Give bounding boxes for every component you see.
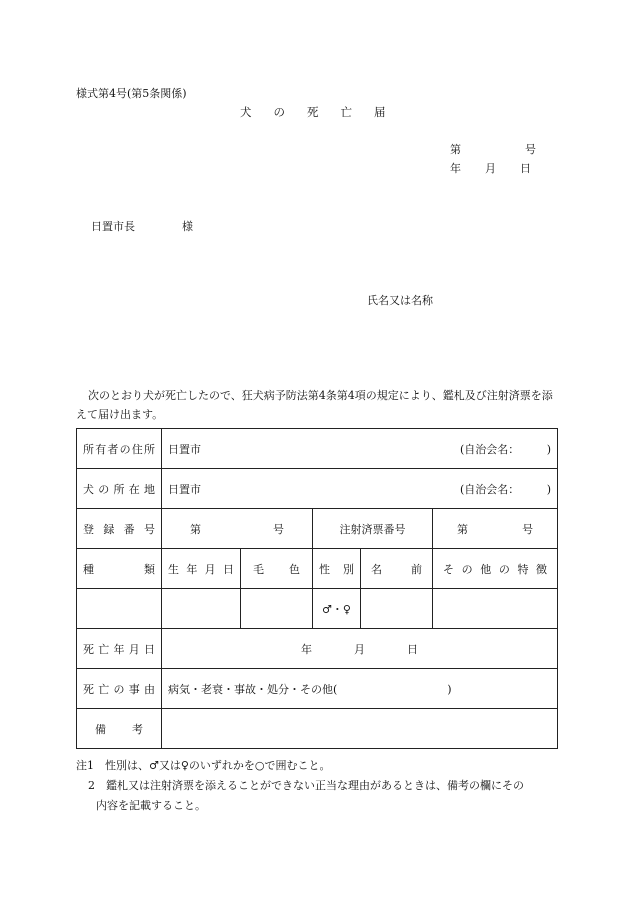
registration-number-field[interactable] xyxy=(162,509,313,549)
registration-gou: 号 xyxy=(273,522,284,536)
date-year: 年 xyxy=(450,162,461,175)
number-gou: 号 xyxy=(525,143,536,156)
addressee-honorific: 様 xyxy=(182,220,193,233)
addressee xyxy=(91,218,193,234)
table-row xyxy=(77,589,558,629)
table-row xyxy=(77,709,558,749)
registration-label: 登録番号 xyxy=(77,509,162,549)
date-day: 日 xyxy=(520,162,531,175)
name-label: 名前 xyxy=(361,549,433,589)
note-2: 2 鑑札又は注射済票を添えることができない正当な理由があるときは、備考の欄にその xyxy=(88,779,524,792)
table-row xyxy=(77,429,558,469)
document-number xyxy=(450,141,536,157)
dog-location-field[interactable] xyxy=(162,469,558,509)
death-reason-label: 死亡の事由 xyxy=(77,669,162,709)
owner-address-field[interactable] xyxy=(162,429,558,469)
number-dai: 第 xyxy=(450,143,461,156)
form-label: 様式第4号(第5条関係) xyxy=(76,87,187,100)
remarks-field[interactable] xyxy=(162,709,558,749)
note-2-continued: 内容を記載すること。 xyxy=(96,799,206,812)
birth-label: 生年月日 xyxy=(162,549,241,589)
remarks-label: 備考 xyxy=(77,709,162,749)
sex-label: 性別 xyxy=(313,549,361,589)
death-date-field[interactable] xyxy=(162,629,558,669)
table-row xyxy=(77,629,558,669)
injection-gou: 号 xyxy=(522,522,534,536)
submission-date xyxy=(450,160,531,176)
page-title: 犬の死亡届 xyxy=(240,105,408,119)
addressee-name: 日置市長 xyxy=(91,220,135,233)
owner-address-label: 所有者の住所 xyxy=(77,429,162,469)
table-row xyxy=(77,469,558,509)
date-month: 月 xyxy=(485,162,496,175)
death-reason-field[interactable]: 病気・老衰・事故・処分・その他( ) xyxy=(162,669,558,709)
dog-location-value: 日置市 xyxy=(168,482,201,496)
body-text: 次のとおり犬が死亡したので、狂犬病予防法第4条第4項の規定により、鑑札及び注射済票を添えて届け出ます。 xyxy=(76,389,553,421)
applicant-name-label: 氏名又は名称 xyxy=(367,294,433,307)
type-field[interactable] xyxy=(77,589,162,629)
owner-association: (自治会名： ) xyxy=(459,442,552,456)
birth-field[interactable] xyxy=(162,589,241,629)
injection-number-field[interactable] xyxy=(433,509,558,549)
note-1: 注1 性別は、♂又は♀のいずれかを○で囲むこと。 xyxy=(76,759,331,772)
death-date-label: 死亡年月日 xyxy=(77,629,162,669)
color-field[interactable] xyxy=(241,589,313,629)
name-field[interactable] xyxy=(361,589,433,629)
sex-field[interactable]: ♂・♀ xyxy=(313,589,361,629)
registration-dai: 第 xyxy=(190,522,201,536)
other-features-field[interactable] xyxy=(433,589,558,629)
death-day: 日 xyxy=(407,642,419,656)
dog-location-label: 犬の所在地 xyxy=(77,469,162,509)
notes xyxy=(76,756,560,816)
color-label: 毛色 xyxy=(241,549,313,589)
other-features-label: その他の特徴 xyxy=(433,549,558,589)
injection-label: 注射済票番号 xyxy=(313,509,433,549)
table-row xyxy=(77,549,558,589)
type-label: 種類 xyxy=(77,549,162,589)
owner-address-value: 日置市 xyxy=(168,442,201,456)
death-year: 年 xyxy=(301,642,313,656)
dog-association: (自治会名： ) xyxy=(459,482,552,496)
table-row xyxy=(77,509,558,549)
death-month: 月 xyxy=(354,642,366,656)
injection-dai: 第 xyxy=(457,522,468,536)
death-report-table xyxy=(76,428,558,749)
table-row xyxy=(77,669,558,709)
